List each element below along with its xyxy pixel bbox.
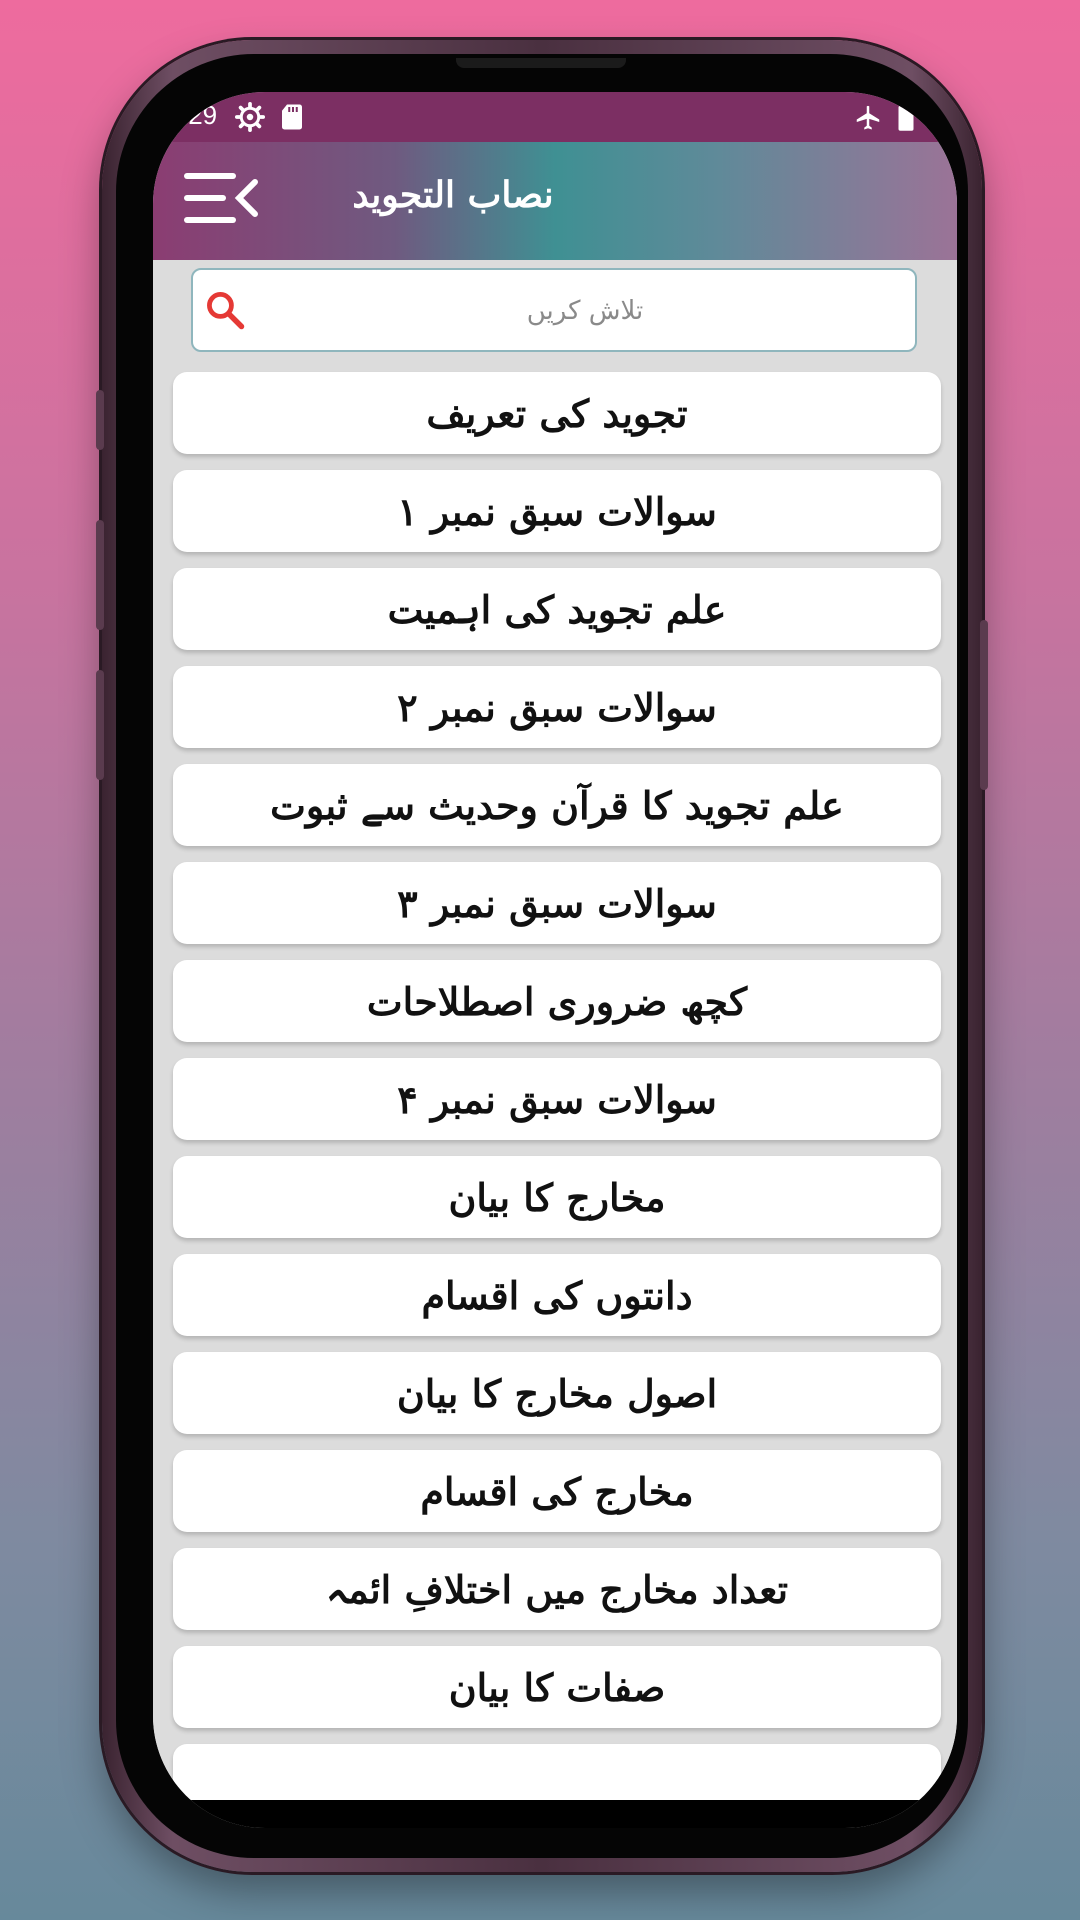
list-item-label: اصول مخارج کا بیان: [396, 1370, 718, 1416]
list-item-label: صفات کا بیان: [448, 1664, 666, 1710]
list-item[interactable]: [173, 1450, 941, 1532]
list-item[interactable]: [173, 470, 941, 552]
list-item[interactable]: [173, 372, 941, 454]
list-item[interactable]: [173, 1744, 941, 1800]
lesson-list: [173, 372, 941, 1800]
list-item[interactable]: [173, 1254, 941, 1336]
list-item-label: مخارج کی اقسام: [420, 1468, 694, 1514]
list-item[interactable]: [173, 666, 941, 748]
list-item[interactable]: [173, 1646, 941, 1728]
list-item-label: دانتوں کی اقسام: [421, 1272, 693, 1318]
phone-bezel: [116, 54, 968, 1858]
speaker-grille: [456, 58, 626, 68]
airplane-icon: [853, 102, 883, 132]
list-item-label: سوالات سبق نمبر ١: [397, 488, 717, 534]
list-item-label: مخارج کا بیان: [448, 1174, 666, 1220]
power-button: [980, 620, 988, 790]
list-item-label: علم تجوید کی اہمیت: [387, 586, 727, 632]
list-item-label: سوالات سبق نمبر ٣: [397, 880, 717, 926]
search-input[interactable]: [263, 270, 907, 352]
app-title: نصاب التجوید: [352, 174, 554, 216]
lesson-list-area: [153, 260, 957, 1800]
list-item[interactable]: [173, 764, 941, 846]
list-item-label: کچھ ضروری اصطلاحات: [366, 978, 748, 1024]
gear-icon: [235, 102, 265, 132]
app-bar: [153, 142, 957, 260]
list-item[interactable]: [173, 1548, 941, 1630]
list-item[interactable]: [173, 1058, 941, 1140]
list-item-label: علم تجوید کا قرآن وحدیث سے ثبوت: [270, 782, 844, 828]
list-item-label: سوالات سبق نمبر ٢: [397, 684, 717, 730]
list-item-label: تجوید کی تعریف: [426, 390, 688, 436]
list-item[interactable]: [173, 1352, 941, 1434]
status-bar: [153, 92, 957, 142]
list-item[interactable]: [173, 862, 941, 944]
list-item[interactable]: [173, 568, 941, 650]
volume-down-button: [96, 670, 104, 780]
action-button: [96, 390, 104, 450]
screen: [153, 92, 957, 1828]
search-bar[interactable]: [191, 268, 917, 352]
battery-icon: [891, 102, 921, 132]
list-item-label: تعداد مخارج میں اختلافِ ائمہ: [325, 1566, 789, 1612]
list-item-label: سوالات سبق نمبر ۴: [397, 1076, 717, 1122]
home-area: [153, 1800, 957, 1828]
list-item[interactable]: [173, 1156, 941, 1238]
sd-card-icon: [277, 102, 307, 132]
search-icon[interactable]: [203, 288, 247, 332]
status-time: :29: [181, 100, 218, 130]
volume-up-button: [96, 520, 104, 630]
phone-frame: [102, 40, 982, 1872]
list-item[interactable]: [173, 960, 941, 1042]
